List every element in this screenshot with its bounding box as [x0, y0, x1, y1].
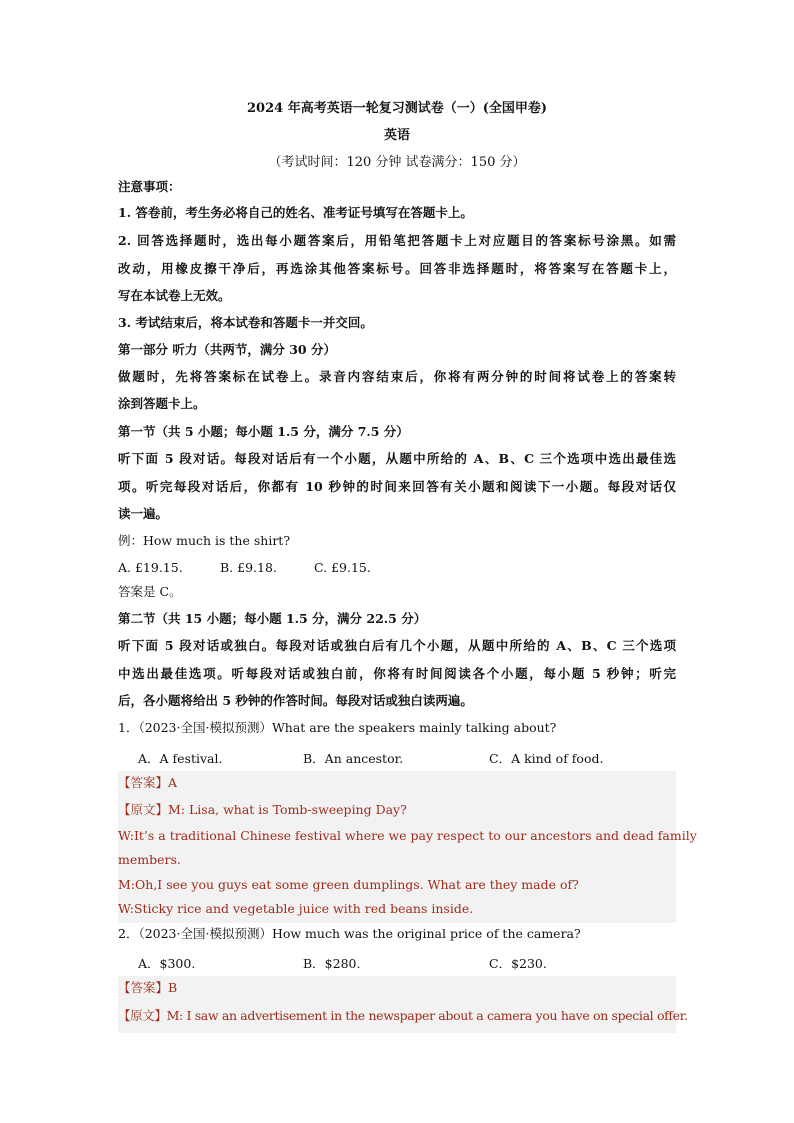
note-item-2-line-1: 2. 回答选择题时，选出每小题答案后，用铅笔把答题卡上对应题目的答案标号涂黑。如需	[118, 233, 676, 248]
part1-instruction-line-2: 涂到答题卡上。	[118, 396, 206, 411]
part1-instruction-line-1: 做题时，先将答案标在试卷上。录音内容结束后，你将有两分钟的时间将试卷上的答案转	[118, 369, 676, 384]
question-1-script-line-3: members.	[118, 852, 181, 867]
note-item-1: 1. 答卷前，考生务必将自己的姓名、准考证号填写在答题卡上。	[118, 205, 473, 220]
exam-info: （考试时间：120 分钟 试卷满分：150 分）	[268, 155, 526, 170]
section1-heading: 第一节（共 5 小题；每小题 1.5 分，满分 7.5 分）	[118, 424, 409, 439]
notes-heading: 注意事项：	[118, 179, 181, 194]
question-1-option-b: B．An ancestor.	[303, 751, 404, 766]
note-item-2-line-3: 写在本试卷上无效。	[118, 288, 231, 303]
section1-instruction-line-2: 项。听完每段对话后，你都有 10 秒钟的时间来回答有关小题和阅读下一小题。每段对话仅	[118, 479, 676, 494]
question-1-script-line-2: W:It’s a traditional Chinese festival where we pay respect to our ancestors and dead family	[118, 828, 697, 843]
section2-instruction-line-3: 后，各小题将给出 5 秒钟的作答时间。每段对话或独白读两遍。	[118, 693, 473, 708]
question-2-option-b: B．$280.	[303, 956, 361, 971]
question-2-option-c: C．$230.	[489, 956, 547, 971]
question-2-option-a: A．$300.	[138, 956, 196, 971]
example-question: 例：How much is the shirt?	[118, 533, 291, 548]
example-option-a: A. £19.15.	[118, 560, 183, 575]
example-option-b: B. £9.18.	[220, 560, 277, 575]
question-1-option-c: C．A kind of food.	[489, 751, 604, 766]
question-1-stem: 1．（2023·全国·模拟预测）What are the speakers mainly talking about?	[118, 720, 557, 735]
section2-heading: 第二节（共 15 小题；每小题 1.5 分，满分 22.5 分）	[118, 611, 427, 626]
note-item-3: 3. 考试结束后，将本试卷和答题卡一并交回。	[118, 315, 373, 330]
question-1-script-line-1: 【原文】M: Lisa, what is Tomb-sweeping Day?	[118, 802, 407, 817]
question-1-script-line-4: M:Oh,I see you guys eat some green dumplings. What are they made of?	[118, 877, 579, 892]
question-2-answer: 【答案】B	[118, 980, 178, 995]
section2-instruction-line-2: 中选出最佳选项。听每段对话或独白前，你将有时间阅读各个小题，每小题 5 秒钟；听完	[118, 666, 676, 681]
exam-title: 2024 年高考英语一轮复习测试卷（一）(全国甲卷)	[246, 101, 547, 116]
section1-instruction-line-1: 听下面 5 段对话。每段对话后有一个小题，从题中所给的 A、B、C 三个选项中选出最佳选	[118, 451, 676, 466]
note-item-2-line-2: 改动，用橡皮擦干净后，再选涂其他答案标号。回答非选择题时，将答案写在答题卡上，	[118, 261, 676, 276]
question-2-stem: 2．（2023·全国·模拟预测）How much was the original price of the camera?	[118, 926, 581, 941]
question-1-answer: 【答案】A	[118, 775, 178, 790]
section2-instruction-line-1: 听下面 5 段对话或独白。每段对话或独白后有几个小题，从题中所给的 A、B、C 三个选项	[118, 638, 676, 653]
example-option-c: C. £9.15.	[314, 560, 371, 575]
example-answer: 答案是 C。	[118, 584, 182, 599]
question-1-option-a: A．A festival.	[138, 751, 223, 766]
question-2-script-line-1: 【原文】M: I saw an advertisement in the newspaper about a camera you have on special offer.	[118, 1008, 688, 1023]
part1-heading: 第一部分 听力（共两节，满分 30 分）	[118, 342, 336, 357]
subject-title: 英语	[383, 128, 410, 143]
question-1-script-line-5: W:Sticky rice and vegetable juice with red beans inside.	[118, 901, 474, 916]
section1-instruction-line-3: 读一遍。	[118, 506, 169, 521]
